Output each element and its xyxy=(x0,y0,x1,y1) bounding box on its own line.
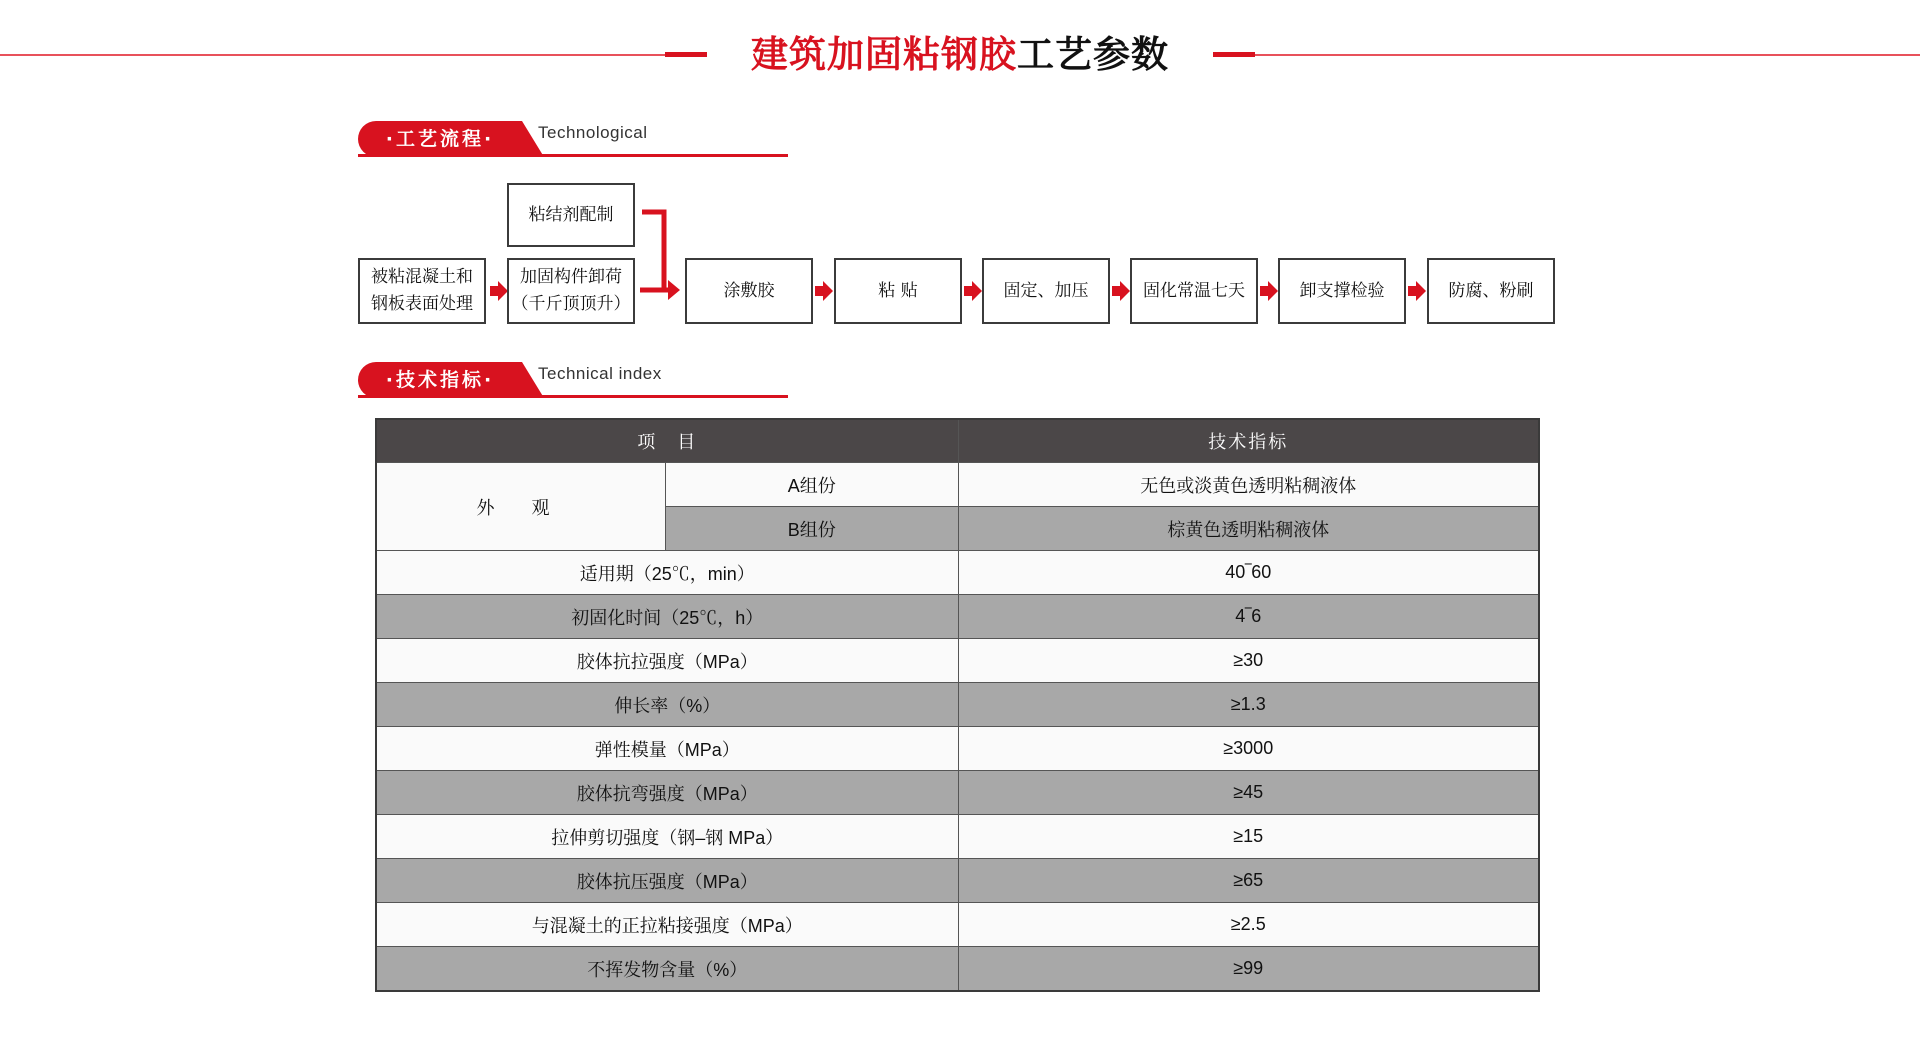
flow-step-unloading-line1: 加固构件卸荷 xyxy=(520,267,622,287)
row-item: 适用期（25℃，min） xyxy=(376,551,958,595)
table-row xyxy=(376,727,1539,771)
row-value: ≥2.5 xyxy=(958,903,1539,947)
flow-step-2-label: 粘 贴 xyxy=(878,280,918,301)
title-accent-left xyxy=(665,52,707,57)
row-item: 胶体抗弯强度（MPa） xyxy=(376,771,958,815)
row-value: ≥45 xyxy=(958,771,1539,815)
page-title-black: 工艺参数 xyxy=(1017,33,1169,76)
row-item: 伸长率（%） xyxy=(376,683,958,727)
flow-step-surface-prep-line1: 被粘混凝土和 xyxy=(371,267,473,287)
page-header xyxy=(0,0,1920,110)
row-value: ≥30 xyxy=(958,639,1539,683)
flow-step-2 xyxy=(834,258,962,324)
table-row-appearance-a xyxy=(376,463,1539,507)
component-a-value: 无色或淡黄色透明粘稠液体 xyxy=(958,463,1539,507)
table-row xyxy=(376,551,1539,595)
row-item: 胶体抗压强度（MPa） xyxy=(376,859,958,903)
section-label-index: ·技术指标· xyxy=(358,362,522,398)
component-b-label: B组份 xyxy=(666,507,958,551)
component-b-value: 棕黄色透明粘稠液体 xyxy=(958,507,1539,551)
arrow-right-icon xyxy=(490,281,508,301)
flow-step-3 xyxy=(982,258,1110,324)
section-header-index xyxy=(358,362,788,402)
row-item: 初固化时间（25℃，h） xyxy=(376,595,958,639)
flow-step-1-label: 涂敷胶 xyxy=(723,280,775,301)
row-item: 胶体抗拉强度（MPa） xyxy=(376,639,958,683)
row-item: 与混凝土的正拉粘接强度（MPa） xyxy=(376,903,958,947)
table-row xyxy=(376,639,1539,683)
row-value: 4‾6 xyxy=(958,595,1539,639)
title-divider-left xyxy=(0,54,665,56)
flow-step-unloading xyxy=(507,258,635,324)
table-row xyxy=(376,815,1539,859)
title-accent-right xyxy=(1213,52,1255,57)
arrow-right-icon xyxy=(1408,281,1426,301)
row-value: ≥15 xyxy=(958,815,1539,859)
row-item: 弹性模量（MPa） xyxy=(376,727,958,771)
flow-step-surface-prep-line2: 钢板表面处理 xyxy=(371,294,473,314)
row-item: 拉伸剪切强度（钢–钢 MPa） xyxy=(376,815,958,859)
row-value: ≥65 xyxy=(958,859,1539,903)
flow-step-adhesive-prep-label: 粘结剂配制 xyxy=(528,204,614,225)
section-en-index: Technical index xyxy=(538,364,662,383)
table-row xyxy=(376,859,1539,903)
flow-step-unloading-line2: （千斤顶顶升） xyxy=(511,294,631,314)
table-row xyxy=(376,903,1539,947)
section-underline-index xyxy=(358,395,788,398)
spec-table xyxy=(375,418,1540,992)
appearance-label: 外 观 xyxy=(376,463,666,551)
arrow-right-icon xyxy=(815,281,833,301)
component-a-label: A组份 xyxy=(666,463,958,507)
arrow-right-icon xyxy=(1260,281,1278,301)
arrow-right-icon xyxy=(964,281,982,301)
section-underline-process xyxy=(358,154,788,157)
flow-step-adhesive-prep xyxy=(507,183,635,247)
row-item: 不挥发物含量（%） xyxy=(376,947,958,992)
table-row xyxy=(376,595,1539,639)
table-header-row xyxy=(376,419,1539,463)
column-header-item: 项 目 xyxy=(376,419,958,463)
table-row xyxy=(376,771,1539,815)
flow-step-surface-prep xyxy=(358,258,486,324)
flow-step-6-label: 防腐、粉刷 xyxy=(1448,280,1534,301)
flow-step-3-label: 固定、加压 xyxy=(1003,280,1089,301)
table-row xyxy=(376,947,1539,992)
page-title xyxy=(720,30,1200,80)
flow-step-5-label: 卸支撑检验 xyxy=(1299,280,1385,301)
title-divider-right xyxy=(1255,54,1920,56)
page-title-red: 建筑加固粘钢胶 xyxy=(751,33,1017,76)
section-header-process xyxy=(358,121,788,161)
merge-connector-icon xyxy=(640,208,682,308)
flow-step-1 xyxy=(685,258,813,324)
column-header-spec: 技术指标 xyxy=(958,419,1539,463)
flow-step-4-label: 固化常温七天 xyxy=(1143,280,1245,301)
flow-step-4 xyxy=(1130,258,1258,324)
arrow-right-icon xyxy=(1112,281,1130,301)
row-value: 40‾60 xyxy=(958,551,1539,595)
row-value: ≥99 xyxy=(958,947,1539,992)
table-row xyxy=(376,683,1539,727)
row-value: ≥1.3 xyxy=(958,683,1539,727)
section-label-process: ·工艺流程· xyxy=(358,121,522,157)
flow-step-5 xyxy=(1278,258,1406,324)
flow-step-6 xyxy=(1427,258,1555,324)
row-value: ≥3000 xyxy=(958,727,1539,771)
section-en-process: Technological xyxy=(538,123,648,142)
